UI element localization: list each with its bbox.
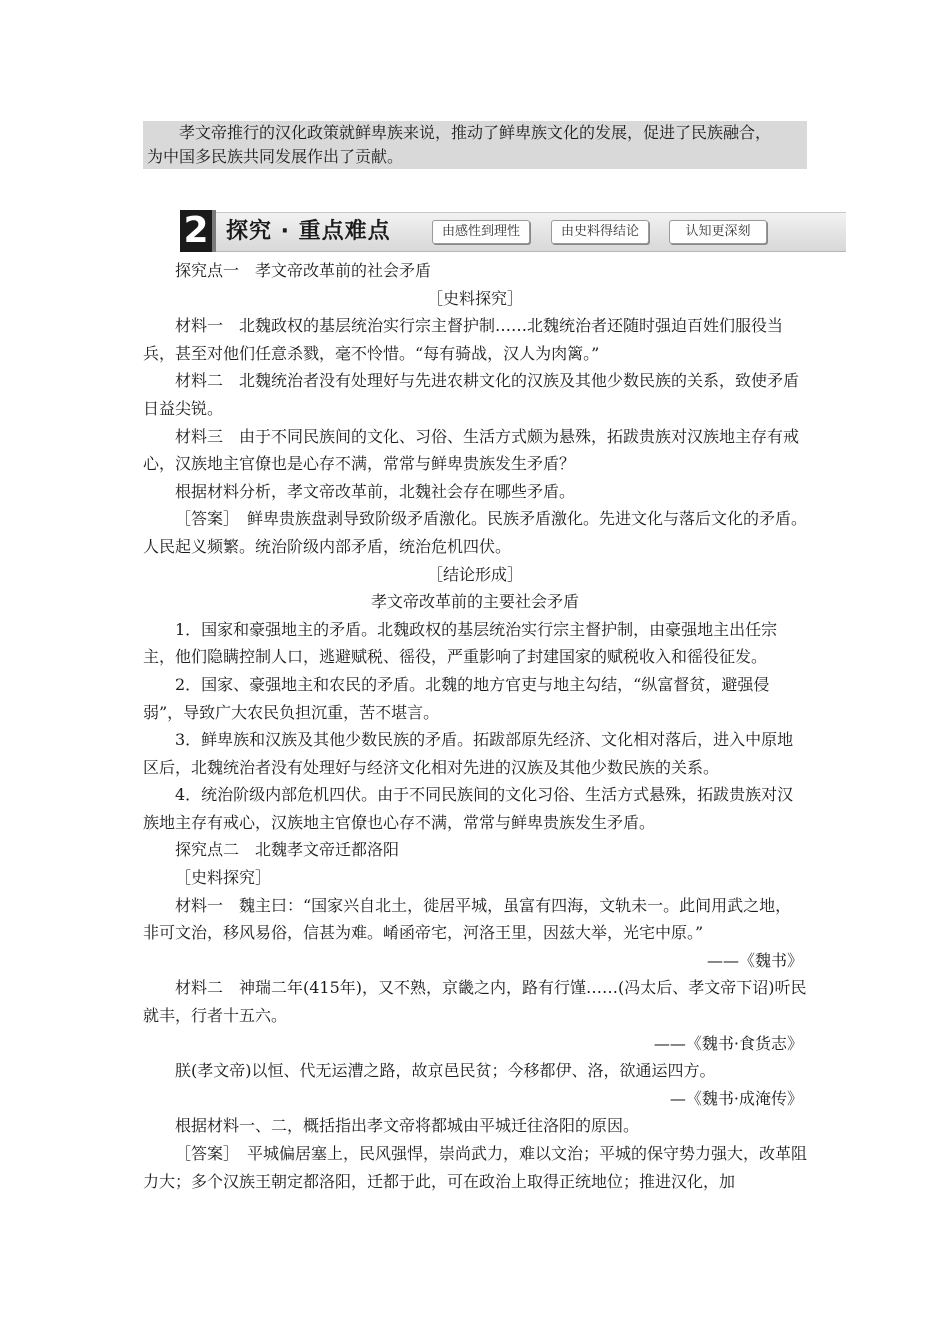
section2-material-3: 朕(孝文帝)以恒、代无运漕之路，故京邑民贫；今移都伊、洛，欲通运四方。: [175, 1061, 716, 1081]
section1-answer: ［答案］ 鲜卑贵族盘剥导致阶级矛盾激化。民族矛盾激化。先进文化与落后文化的矛盾。人民起义频繁。统治阶级内部矛盾，统治危机四伏。: [143, 509, 808, 556]
section2-question: 根据材料一、二，概括指出孝文帝将都城由平城迁往洛阳的原因。: [175, 1116, 640, 1136]
banner-tag-3: 认知更深刻: [669, 220, 767, 244]
summary-line-2: 为中国多民族共同发展作出了贡献。: [147, 147, 404, 166]
section1-heading: 探究点一 孝文帝改革前的社会矛盾: [175, 261, 432, 280]
section1-material-3: 材料三 由于不同民族间的文化、习俗、生活方式颇为悬殊，拓跋贵族对汉族地主存有戒心，汉族地主官僚也是心存不满，常常与鲜卑贵族发生矛盾？: [143, 426, 800, 474]
main-content: [143, 257, 807, 1195]
section2-heading: 探究点二 北魏孝文帝迁都洛阳: [175, 840, 400, 860]
section2-material-1: 材料一 魏主曰：“国家兴自北土，徙居平城，虽富有四海，文轨未一。此间用武之地，非可文治，移风易俗，信甚为难。崤函帝宅，河洛王里，因兹大举，光宅中原。”: [143, 895, 792, 943]
conclusion-point-2: 2．国家、豪强地主和农民的矛盾。北魏的地方官吏与地主勾结，“纵富督贫，避强侵弱”，导致广大农民负担沉重，苦不堪言。: [143, 674, 770, 722]
section2-source-3: —《魏书·成淹传》: [669, 1088, 803, 1108]
conclusion-point-1: 1．国家和豪强地主的矛盾。北魏政权的基层统治实行宗主督护制，由豪强地主出任宗主，他们隐瞒控制人口，逃避赋税、徭役，严重影响了封建国家的赋税收入和徭役征发。: [143, 619, 778, 667]
section2-answer: ［答案］ 平城偏居塞上，民风强悍，崇尚武力，难以文治；平城的保守势力强大，改革阻力大；多个汉族王朝定都洛阳，迁都于此，可在政治上取得正统地位；推进汉化，加: [143, 1144, 808, 1191]
conclusion-point-4: 4．统治阶级内部危机四伏。由于不同民族间的文化习俗、生活方式悬殊，拓跋贵族对汉族地主存有戒心，汉族地主官僚也心存不满，常常与鲜卑贵族发生矛盾。: [143, 785, 794, 832]
banner-title: 探究 · 重点难点: [226, 219, 391, 244]
section2-source-2: ——《魏书·食货志》: [653, 1033, 803, 1053]
section1-material-1: 材料一 北魏政权的基层统治实行宗主督护制……北魏统治者还随时强迫百姓们服役当兵，甚至对他们任意杀戮，毫不怜惜。“每有骑战，汉人为肉篱。”: [143, 316, 784, 363]
section1-conclusion-title: 孝文帝改革前的主要社会矛盾: [370, 592, 579, 612]
banner-number-badge: 2: [180, 210, 216, 252]
summary-line-1: 孝文帝推行的汉化政策就鲜卑族来说，推动了鲜卑族文化的发展，促进了民族融合，: [179, 123, 772, 142]
section2-source-tag: ［史料探究］: [175, 868, 272, 888]
conclusion-point-3: 3．鲜卑族和汉族及其他少数民族的矛盾。拓跋部原先经济、文化相对落后，进入中原地区后，北魏统治者没有处理好与经济文化相对先进的汉族及其他少数民族的关系。: [143, 730, 794, 777]
section2-source-1: ——《魏书》: [706, 950, 803, 970]
section1-source-tag: ［史料探究］: [426, 288, 523, 308]
section2-material-2: 材料二 神瑞二年(415年)，又不熟，京畿之内，路有行馑……(冯太后、孝文帝下诏)听民就丰，行者十五六。: [143, 978, 807, 1026]
section1-conclusion-tag: ［结论形成］: [426, 564, 523, 584]
section1-material-2: 材料二 北魏统治者没有处理好与先进农耕文化的汉族及其他少数民族的关系，致使矛盾日益尖锐。: [143, 371, 800, 418]
banner-tag-1: 由感性到理性: [432, 220, 530, 244]
banner-tag-2: 由史料得结论: [551, 220, 649, 244]
section1-question: 根据材料分析，孝文帝改革前，北魏社会存在哪些矛盾。: [175, 481, 576, 501]
summary-box: [143, 121, 807, 169]
section-banner: [180, 212, 846, 252]
